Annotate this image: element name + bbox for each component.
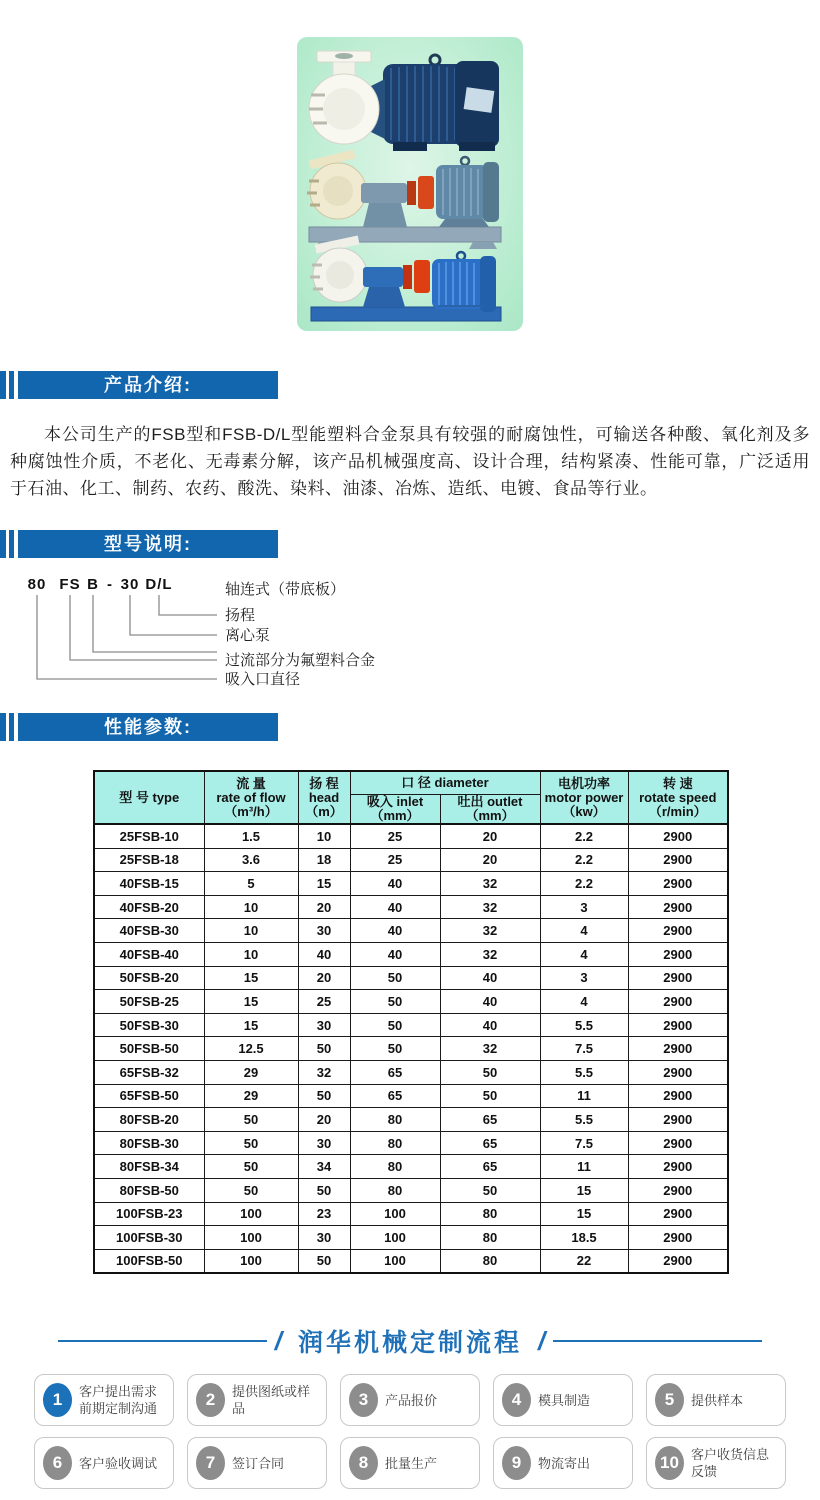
cell-speed: 2900 (628, 1178, 728, 1202)
cell-flow: 12.5 (204, 1037, 298, 1061)
process-step (34, 1437, 174, 1489)
cell-speed: 2900 (628, 1013, 728, 1037)
col-header-outlet: 吐出 outlet （mm） (440, 795, 540, 825)
cell-outlet: 40 (440, 990, 540, 1014)
section-title-model: 型号说明: (18, 530, 278, 558)
cell-outlet: 32 (440, 872, 540, 896)
cell-power: 11 (540, 1155, 628, 1179)
process-step (646, 1374, 786, 1426)
model-code-diagram (25, 569, 820, 699)
cell-head: 30 (298, 1013, 350, 1037)
cell-head: 25 (298, 990, 350, 1014)
col-header-flow: 流 量 rate of flow （m³/h） (204, 771, 298, 824)
cell-inlet: 80 (350, 1131, 440, 1155)
cell-speed: 2900 (628, 1202, 728, 1226)
table-row (94, 966, 728, 990)
performance-table (93, 770, 729, 1274)
col-header-type: 型 号 type (94, 771, 204, 824)
process-step (340, 1374, 480, 1426)
cell-model: 50FSB-20 (94, 966, 204, 990)
cell-outlet: 65 (440, 1131, 540, 1155)
table-row (94, 895, 728, 919)
table-row (94, 1226, 728, 1250)
table-row (94, 1131, 728, 1155)
cell-outlet: 32 (440, 942, 540, 966)
col-header-power: 电机功率 motor power （kw） (540, 771, 628, 824)
cell-inlet: 80 (350, 1108, 440, 1132)
step-label: 物流寄出 (538, 1455, 591, 1471)
step-label: 客户验收调试 (79, 1455, 158, 1471)
cell-model: 50FSB-50 (94, 1037, 204, 1061)
process-step (187, 1437, 327, 1489)
cell-inlet: 80 (350, 1155, 440, 1179)
cell-inlet: 50 (350, 966, 440, 990)
model-code-suffix: D/L (145, 576, 173, 593)
cell-speed: 2900 (628, 824, 728, 848)
cell-outlet: 20 (440, 824, 540, 848)
cell-power: 4 (540, 919, 628, 943)
model-code-suction: 80 (27, 576, 47, 593)
cell-model: 80FSB-34 (94, 1155, 204, 1179)
step-label: 客户收货信息反馈 (691, 1447, 770, 1480)
cell-model: 100FSB-50 (94, 1249, 204, 1273)
cell-power: 4 (540, 942, 628, 966)
table-row (94, 1249, 728, 1273)
model-code-pump: B (87, 576, 99, 593)
cell-speed: 2900 (628, 1249, 728, 1273)
col-header-inlet: 吸入 inlet （mm） (350, 795, 440, 825)
cell-flow: 10 (204, 919, 298, 943)
cell-speed: 2900 (628, 1084, 728, 1108)
cell-power: 15 (540, 1178, 628, 1202)
cell-flow: 50 (204, 1178, 298, 1202)
cell-outlet: 80 (440, 1249, 540, 1273)
cell-speed: 2900 (628, 1060, 728, 1084)
cell-model: 65FSB-32 (94, 1060, 204, 1084)
step-number-badge: 3 (349, 1383, 378, 1417)
intro-paragraph: 本公司生产的FSB型和FSB-D/L型能塑料合金泵具有较强的耐腐蚀性，可输送各种酸、氧化剂及多种腐蚀性介质，不老化、无毒素分解，该产品机械强度高、设计合理，结构紧凑、性能可靠，广泛适用于石油、化工、制药、农药、酸洗、染料、油漆、冶炼、造纸、电镀、食品等行业。 (10, 425, 810, 498)
cell-head: 50 (298, 1084, 350, 1108)
model-label-material: 过流部分为氟塑料合金 (225, 652, 376, 669)
cell-head: 20 (298, 966, 350, 990)
cell-flow: 50 (204, 1108, 298, 1132)
table-row (94, 1013, 728, 1037)
section-title-params: 性能参数: (18, 713, 278, 741)
cell-speed: 2900 (628, 990, 728, 1014)
step-number-badge: 8 (349, 1446, 378, 1480)
table-row (94, 1155, 728, 1179)
cell-flow: 100 (204, 1249, 298, 1273)
connector-line (70, 595, 217, 660)
cell-power: 4 (540, 990, 628, 1014)
cell-speed: 2900 (628, 1108, 728, 1132)
cell-speed: 2900 (628, 1155, 728, 1179)
cell-model: 40FSB-40 (94, 942, 204, 966)
step-number-badge: 2 (196, 1383, 225, 1417)
step-label: 模具制造 (538, 1392, 591, 1408)
cell-outlet: 32 (440, 895, 540, 919)
connector-line (93, 595, 217, 652)
process-step (187, 1374, 327, 1426)
step-label: 提供样本 (691, 1392, 744, 1408)
cell-head: 20 (298, 895, 350, 919)
process-step (646, 1437, 786, 1489)
step-number-badge: 4 (502, 1383, 531, 1417)
cell-head: 30 (298, 1226, 350, 1250)
cell-flow: 15 (204, 990, 298, 1014)
section-header-params (0, 713, 820, 741)
title-line-left (58, 1340, 267, 1342)
cell-inlet: 100 (350, 1202, 440, 1226)
step-number-badge: 7 (196, 1446, 225, 1480)
header-accent-bar (9, 371, 14, 399)
step-label: 客户提出需求前期定制沟通 (79, 1384, 158, 1417)
connector-line (159, 595, 217, 615)
cell-model: 100FSB-30 (94, 1226, 204, 1250)
cell-outlet: 80 (440, 1202, 540, 1226)
cell-flow: 29 (204, 1060, 298, 1084)
cell-outlet: 20 (440, 848, 540, 872)
cell-model: 40FSB-15 (94, 872, 204, 896)
model-label-pump: 离心泵 (225, 627, 271, 644)
cell-power: 5.5 (540, 1108, 628, 1132)
table-row (94, 942, 728, 966)
cell-head: 30 (298, 919, 350, 943)
cell-inlet: 65 (350, 1060, 440, 1084)
pump-direct-coupled (309, 51, 499, 151)
cell-model: 50FSB-25 (94, 990, 204, 1014)
cell-head: 20 (298, 1108, 350, 1132)
cell-flow: 29 (204, 1084, 298, 1108)
cell-inlet: 25 (350, 824, 440, 848)
cell-model: 25FSB-10 (94, 824, 204, 848)
cell-outlet: 80 (440, 1226, 540, 1250)
cell-power: 3 (540, 895, 628, 919)
cell-power: 11 (540, 1084, 628, 1108)
cell-outlet: 50 (440, 1084, 540, 1108)
cell-power: 7.5 (540, 1037, 628, 1061)
table-row (94, 990, 728, 1014)
cell-power: 15 (540, 1202, 628, 1226)
cell-inlet: 80 (350, 1178, 440, 1202)
cell-head: 50 (298, 1178, 350, 1202)
step-label: 签订合同 (232, 1455, 285, 1471)
process-title-row (58, 1324, 762, 1358)
cell-outlet: 65 (440, 1155, 540, 1179)
cell-power: 18.5 (540, 1226, 628, 1250)
process-step (340, 1437, 480, 1489)
cell-head: 15 (298, 872, 350, 896)
cell-speed: 2900 (628, 1226, 728, 1250)
cell-head: 40 (298, 942, 350, 966)
cell-head: 10 (298, 824, 350, 848)
cell-flow: 3.6 (204, 848, 298, 872)
cell-inlet: 100 (350, 1226, 440, 1250)
cell-inlet: 50 (350, 990, 440, 1014)
table-row (94, 919, 728, 943)
pumps-illustration (297, 37, 523, 331)
col-header-speed: 转 速 rotate speed （r/min） (628, 771, 728, 824)
process-step (34, 1374, 174, 1426)
cell-model: 100FSB-23 (94, 1202, 204, 1226)
process-steps (34, 1374, 786, 1489)
slash-right: / (538, 1325, 546, 1356)
cell-inlet: 40 (350, 872, 440, 896)
table-row (94, 1060, 728, 1084)
slash-left: / (274, 1325, 282, 1356)
model-label-suction: 吸入口直径 (225, 671, 301, 688)
title-line-right (553, 1340, 762, 1342)
cell-speed: 2900 (628, 942, 728, 966)
cell-model: 80FSB-30 (94, 1131, 204, 1155)
product-image (297, 37, 523, 331)
params-table-body (94, 824, 728, 1273)
header-accent-bar (9, 713, 14, 741)
cell-power: 22 (540, 1249, 628, 1273)
section-header-intro (0, 371, 820, 399)
cell-head: 18 (298, 848, 350, 872)
header-accent-bar (0, 530, 6, 558)
cell-power: 2.2 (540, 872, 628, 896)
cell-model: 80FSB-20 (94, 1108, 204, 1132)
connector-line (37, 595, 217, 679)
table-row (94, 1084, 728, 1108)
header-accent-bar (0, 713, 6, 741)
cell-flow: 5 (204, 872, 298, 896)
cell-flow: 1.5 (204, 824, 298, 848)
cell-model: 40FSB-20 (94, 895, 204, 919)
cell-model: 80FSB-50 (94, 1178, 204, 1202)
process-step (493, 1374, 633, 1426)
cell-speed: 2900 (628, 919, 728, 943)
section-header-model (0, 530, 820, 558)
cell-head: 50 (298, 1037, 350, 1061)
cell-inlet: 100 (350, 1249, 440, 1273)
step-number-badge: 9 (502, 1446, 531, 1480)
header-accent-bar (9, 530, 14, 558)
step-number-badge: 6 (43, 1446, 72, 1480)
cell-outlet: 40 (440, 966, 540, 990)
process-title: 润华机械定制流程 (298, 1329, 523, 1358)
cell-flow: 10 (204, 895, 298, 919)
cell-flow: 50 (204, 1155, 298, 1179)
cell-speed: 2900 (628, 848, 728, 872)
model-label-head: 扬程 (225, 607, 256, 624)
cell-head: 50 (298, 1249, 350, 1273)
table-row (94, 1108, 728, 1132)
col-header-diameter: 口 径 diameter (350, 771, 540, 795)
model-code-material: FS (59, 576, 81, 593)
cell-inlet: 40 (350, 919, 440, 943)
table-row (94, 848, 728, 872)
step-number-badge: 10 (655, 1446, 684, 1480)
cell-inlet: 40 (350, 942, 440, 966)
cell-flow: 15 (204, 1013, 298, 1037)
col-header-head: 扬 程 head （m） (298, 771, 350, 824)
cell-model: 25FSB-18 (94, 848, 204, 872)
cell-speed: 2900 (628, 895, 728, 919)
model-code-hyphen: - (107, 576, 113, 593)
step-label: 产品报价 (385, 1392, 438, 1408)
table-row (94, 1178, 728, 1202)
step-label: 提供图纸或样品 (232, 1384, 311, 1417)
cell-power: 2.2 (540, 824, 628, 848)
cell-head: 30 (298, 1131, 350, 1155)
cell-head: 34 (298, 1155, 350, 1179)
cell-model: 65FSB-50 (94, 1084, 204, 1108)
process-step (493, 1437, 633, 1489)
cell-outlet: 50 (440, 1060, 540, 1084)
cell-speed: 2900 (628, 1037, 728, 1061)
cell-flow: 10 (204, 942, 298, 966)
cell-speed: 2900 (628, 872, 728, 896)
cell-flow: 50 (204, 1131, 298, 1155)
cell-outlet: 32 (440, 1037, 540, 1061)
pump-frame-mounted (307, 150, 501, 249)
cell-power: 5.5 (540, 1060, 628, 1084)
cell-outlet: 40 (440, 1013, 540, 1037)
cell-model: 40FSB-30 (94, 919, 204, 943)
cell-power: 2.2 (540, 848, 628, 872)
cell-model: 50FSB-30 (94, 1013, 204, 1037)
step-number-badge: 5 (655, 1383, 684, 1417)
cell-head: 32 (298, 1060, 350, 1084)
cell-outlet: 65 (440, 1108, 540, 1132)
cell-outlet: 50 (440, 1178, 540, 1202)
cell-inlet: 50 (350, 1037, 440, 1061)
cell-speed: 2900 (628, 1131, 728, 1155)
header-accent-bar (0, 371, 6, 399)
cell-power: 3 (540, 966, 628, 990)
cell-inlet: 65 (350, 1084, 440, 1108)
cell-inlet: 25 (350, 848, 440, 872)
section-title-intro: 产品介绍: (18, 371, 278, 399)
cell-power: 5.5 (540, 1013, 628, 1037)
cell-inlet: 40 (350, 895, 440, 919)
cell-inlet: 50 (350, 1013, 440, 1037)
cell-head: 23 (298, 1202, 350, 1226)
cell-outlet: 32 (440, 919, 540, 943)
table-row (94, 824, 728, 848)
cell-flow: 15 (204, 966, 298, 990)
cell-flow: 100 (204, 1226, 298, 1250)
model-label-suffix: 轴连式（带底板） (225, 581, 346, 598)
cell-speed: 2900 (628, 966, 728, 990)
table-row (94, 1202, 728, 1226)
cell-power: 7.5 (540, 1131, 628, 1155)
step-number-badge: 1 (43, 1383, 72, 1417)
table-row (94, 872, 728, 896)
table-row (94, 1037, 728, 1061)
model-code-head: 30 (120, 576, 140, 593)
cell-flow: 100 (204, 1202, 298, 1226)
step-label: 批量生产 (385, 1455, 438, 1471)
